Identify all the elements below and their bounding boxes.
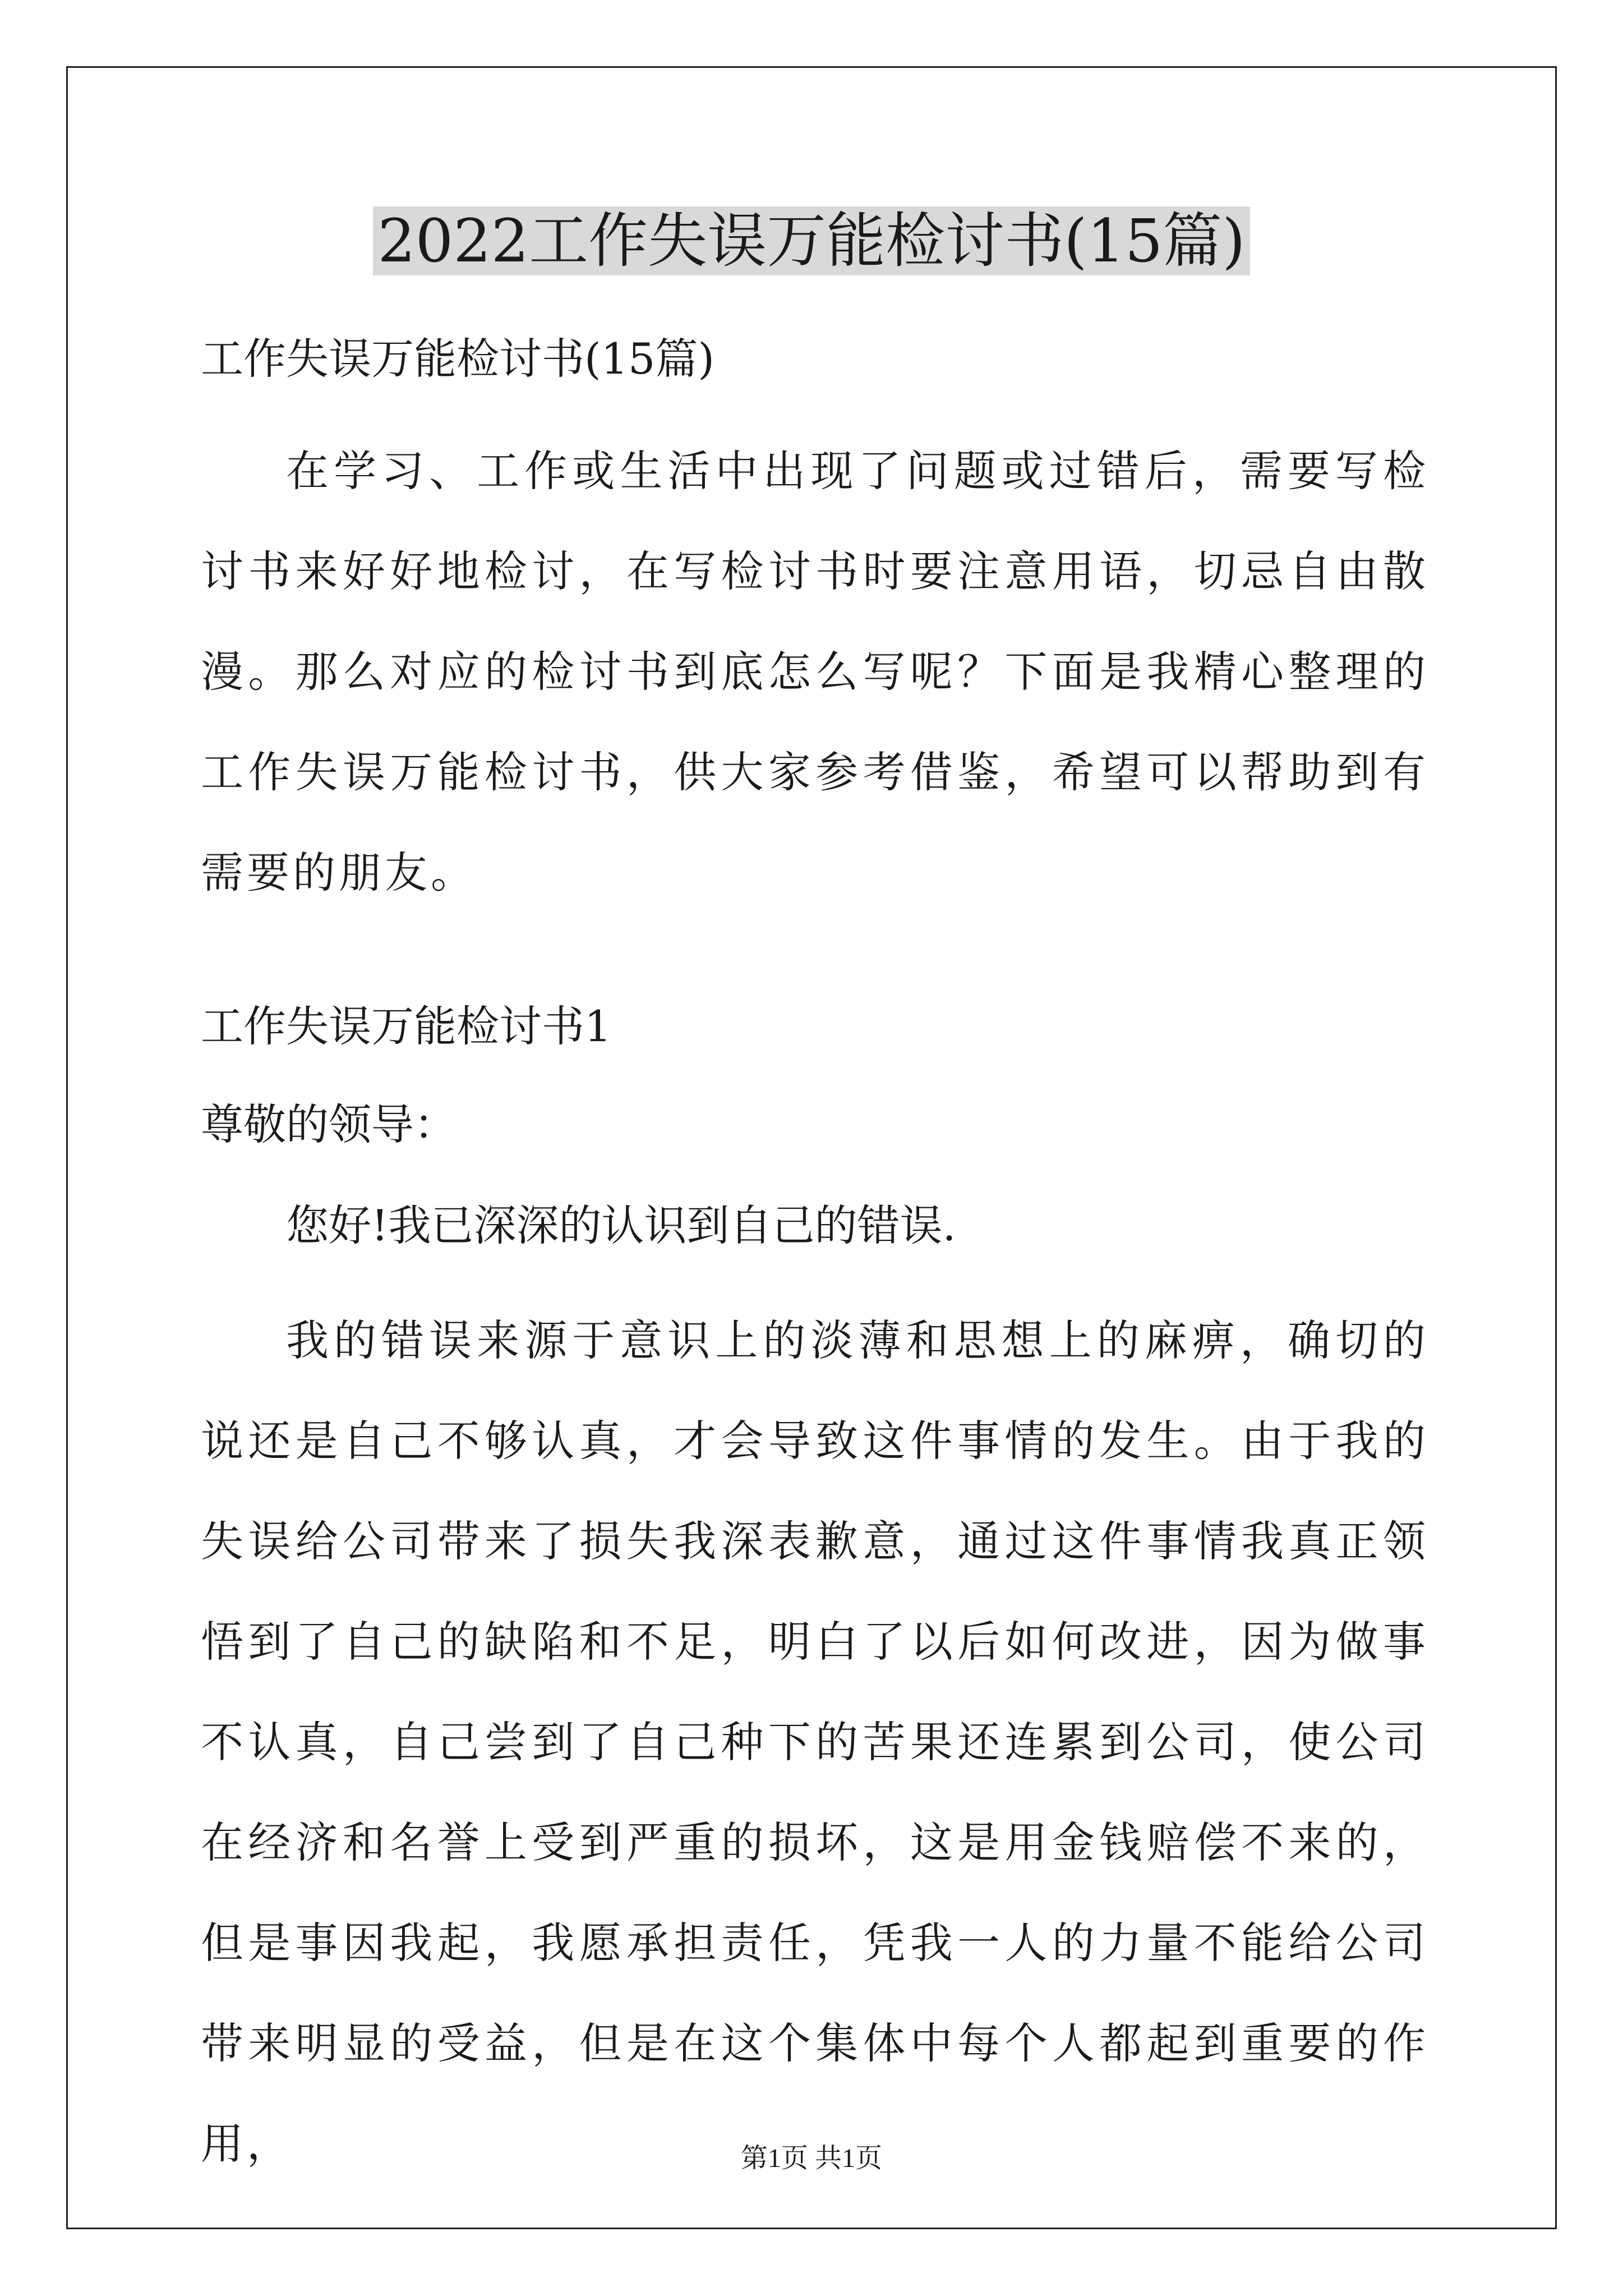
salutation: 尊敬的领导： [201, 1099, 457, 1149]
document-title [0, 202, 1623, 280]
subtitle: 工作失误万能检讨书(15篇) [201, 334, 715, 384]
page-footer: 第1页 共1页 [740, 2143, 882, 2173]
body-paragraph: 我的错误来源于意识上的淡薄和思想上的麻痹，确切的说还是自己不够认真，才会导致这件事情的发生。由于我的失误给公司带来了损失我深表歉意，通过这件事情我真正领悟到了自己的缺陷和不足，明白了以后如何改进，因为做事不认真，自己尝到了自己种下的苦果还连累到公司，使公司在经济和名誉上受到严重的损坏，这是用金钱赔偿不来的，但是事因我起，我愿承担责任，凭我一人的力量不能给公司带来明显的受益，但是在这个集体中每个人都起到重要的作用， [201, 1315, 1429, 2169]
intro-paragraph: 在学习、工作或生活中出现了问题或过错后，需要写检讨书来好好地检讨，在写检讨书时要注意用语，切忌自由散漫。那么对应的检讨书到底怎么写呢？下面是我精心整理的工作失误万能检讨书，供大家参考借鉴，希望可以帮助到有需要的朋友。 [201, 446, 1429, 898]
greeting-line: 您好!我已深深的认识到自己的错误. [286, 1200, 956, 1250]
section-heading: 工作失误万能检讨书1 [201, 1001, 612, 1051]
document-title-text: 2022工作失误万能检讨书(15篇) [373, 206, 1249, 275]
